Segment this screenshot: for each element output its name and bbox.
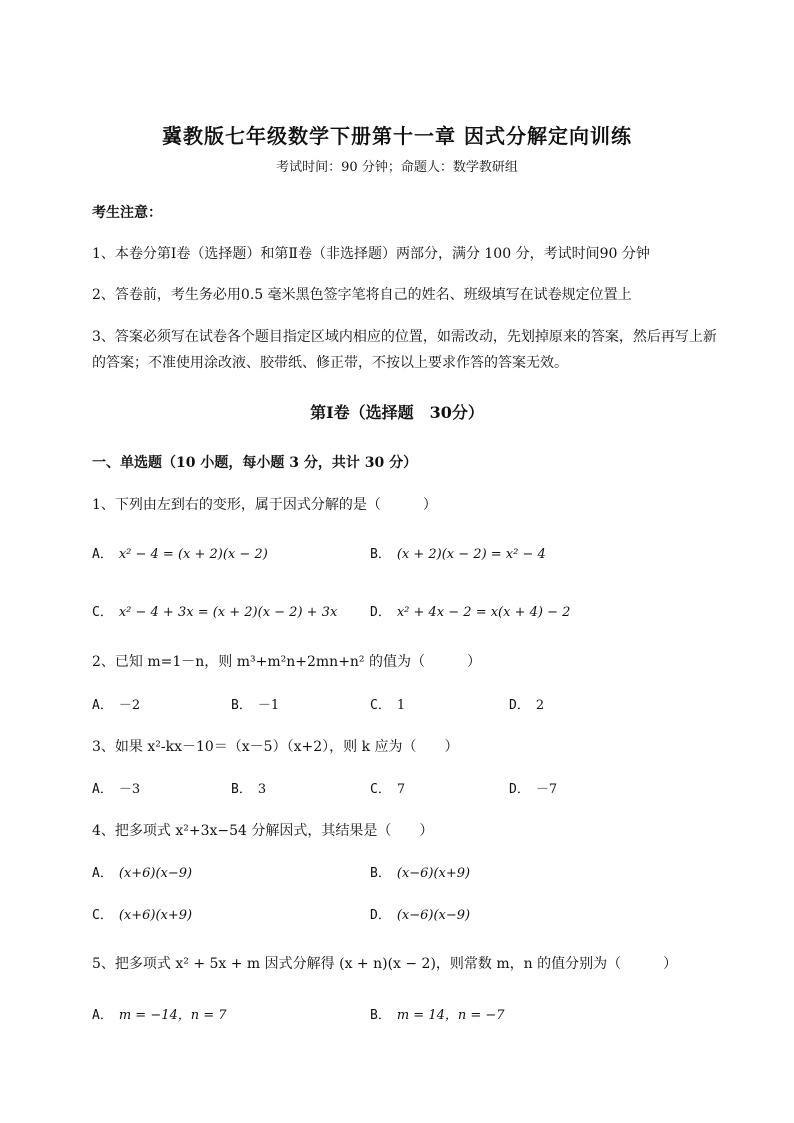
option-label: A． <box>92 782 113 797</box>
option-b <box>370 543 546 562</box>
option-b <box>370 862 470 881</box>
note-item: 2、答卷前，考生务必用0.5 毫米黑色签字笔将自己的姓名、班级填写在试卷规定位置上 <box>92 287 632 303</box>
option-label: D． <box>370 908 391 923</box>
option-b <box>231 694 279 713</box>
option-text: x² − 4 = (x + 2)(x − 2) <box>118 547 268 562</box>
question-stem: 5、把多项式 x² + 5x + m 因式分解得 (x + n)(x − 2)，则常数 m，n 的值分别为（ ） <box>92 956 678 972</box>
option-text: (x−6)(x−9) <box>396 908 471 923</box>
section-title: 第Ⅰ卷（选择题 30分） <box>310 403 484 422</box>
option-a <box>92 694 140 713</box>
option-text: －7 <box>535 782 558 797</box>
option-label: C． <box>370 698 391 713</box>
option-b <box>370 1004 505 1023</box>
option-label: A． <box>92 547 113 562</box>
option-d <box>509 778 557 797</box>
option-text: m = 14，n = −7 <box>396 1008 505 1023</box>
option-a <box>92 862 192 881</box>
option-c <box>92 601 337 620</box>
option-label: B． <box>370 1008 391 1023</box>
option-label: A． <box>92 1008 113 1023</box>
option-text: (x−6)(x+9) <box>396 866 471 881</box>
option-text: m = −14，n = 7 <box>118 1008 227 1023</box>
question-stem: 3、如果 x²-kx－10＝（x－5）（x+2），则 k 应为（ ） <box>92 739 459 755</box>
option-text: (x+6)(x+9) <box>118 908 193 923</box>
option-text: (x + 2)(x − 2) = x² − 4 <box>396 547 546 562</box>
note-item: 1、本卷分第Ⅰ卷（选择题）和第Ⅱ卷（非选择题）两部分，满分 100 分，考试时间90 分钟 <box>92 246 650 262</box>
option-a <box>92 1004 227 1023</box>
question-stem: 4、把多项式 x²+3x−54 分解因式，其结果是（ ） <box>92 823 434 839</box>
option-d <box>370 904 470 923</box>
option-c <box>370 778 405 797</box>
option-a <box>92 778 140 797</box>
option-label: C． <box>92 908 113 923</box>
option-label: A． <box>92 866 113 881</box>
option-label: B． <box>370 866 391 881</box>
option-text: －1 <box>257 698 280 713</box>
option-text: (x+6)(x−9) <box>118 866 193 881</box>
option-d <box>370 601 570 620</box>
option-text: x² + 4x − 2 = x(x + 4) − 2 <box>396 605 571 620</box>
option-label: C． <box>370 782 391 797</box>
notes-heading: 考生注意： <box>92 205 162 221</box>
option-text: 2 <box>535 698 545 713</box>
option-label: D． <box>370 605 391 620</box>
note-item: 3、答案必须写在试卷各个题目指定区域内相应的位置，如需改动，先划掉原来的答案，然后再写上新 <box>92 329 717 345</box>
option-c <box>92 904 192 923</box>
option-label: D． <box>509 698 530 713</box>
option-label: B． <box>231 698 252 713</box>
option-text: x² − 4 + 3x = (x + 2)(x − 2) + 3x <box>118 605 338 620</box>
option-text: 3 <box>257 782 267 797</box>
option-label: B． <box>231 782 252 797</box>
question-stem: 2、已知 m=1－n，则 m³+m²n+2mn+n² 的值为（ ） <box>92 654 481 670</box>
question-stem: 1、下列由左到右的变形，属于因式分解的是（ ） <box>92 497 437 513</box>
option-label: C． <box>92 605 113 620</box>
note-item: 的答案；不准使用涂改液、胶带纸、修正带，不按以上要求作答的答案无效。 <box>92 355 568 371</box>
option-a <box>92 543 268 562</box>
option-b <box>231 778 266 797</box>
page-title: 冀教版七年级数学下册第十一章 因式分解定向训练 <box>162 124 632 148</box>
option-d <box>509 694 544 713</box>
option-text: －3 <box>118 782 141 797</box>
exam-info: 考试时间：90 分钟；命题人：数学教研组 <box>276 160 518 175</box>
part-heading: 一、单选题（10 小题，每小题 3 分，共计 30 分） <box>92 455 418 471</box>
option-label: D． <box>509 782 530 797</box>
option-text: 7 <box>396 782 406 797</box>
option-text: －2 <box>118 698 141 713</box>
option-c <box>370 694 405 713</box>
option-label: A． <box>92 698 113 713</box>
option-label: B． <box>370 547 391 562</box>
option-text: 1 <box>396 698 406 713</box>
